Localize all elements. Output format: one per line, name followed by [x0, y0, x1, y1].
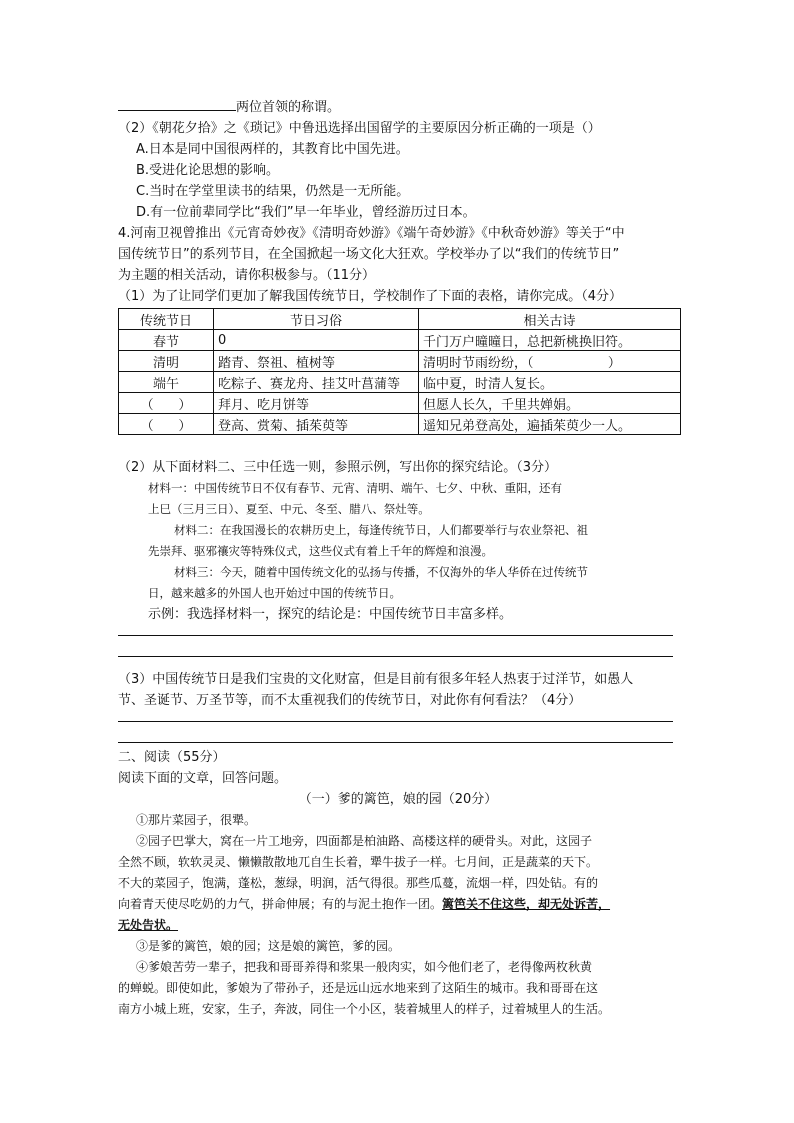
table-row	[119, 372, 681, 393]
festival-cell: 春节	[119, 330, 214, 351]
q3-tail-text: 两位首领的称谓。	[236, 100, 341, 115]
table-header-row	[119, 309, 681, 330]
exam-page	[118, 96, 678, 1020]
answer-line[interactable]	[118, 656, 673, 657]
answer-blank[interactable]	[118, 96, 236, 111]
paragraph-2-line: ②园子巴掌大，窝在一片工地旁，四面都是柏油路、高楼这样的硬骨头。对此，这园子	[136, 834, 593, 848]
reading-instruction: 阅读下面的文章，回答问题。	[118, 771, 288, 786]
answer-line[interactable]	[118, 635, 673, 636]
festival-blank-cell[interactable]: （ ）	[119, 393, 214, 414]
customs-cell: 拜月、吃月饼等	[214, 393, 419, 414]
q4-sub2: （2）从下面材料二、三中任选一则，参照示例，写出你的探究结论。（3分）	[118, 460, 558, 475]
material-line: 材料三：今天，随着中国传统文化的弘扬与传播，不仅海外的华人华侨在过传统节	[174, 565, 588, 579]
header-festival: 传统节日	[119, 309, 214, 330]
header-customs: 节日习俗	[214, 309, 419, 330]
paragraph-1: ①那片菜园子，很犟。	[136, 813, 257, 827]
option-a: A.日本是同中国很两样的，其教育比中国先进。	[136, 142, 409, 157]
paragraph-2-line: 全然不顾，软软灵灵、懒懒散散地兀自生长着，犟牛拔子一样。七月间，正是蔬菜的天下。	[118, 855, 599, 869]
paragraph-2-line: 不大的菜园子，饱满，蓬松，葱绿，明润，活气得很。那些瓜蔓，流烟一样，四处钻。有的	[118, 876, 599, 890]
festival-cell: 端午	[119, 372, 214, 393]
q4-sub3-1: （3）中国传统节日是我们宝贵的文化财富，但是目前有很多年轻人热衷于过洋节，如愚人	[118, 672, 634, 687]
header-poem: 相关古诗	[419, 309, 681, 330]
customs-cell: 0	[214, 330, 419, 351]
poem-cell[interactable]: 清明时节雨纷纷，（ ）	[419, 351, 681, 372]
festival-table	[118, 308, 681, 435]
q3-tail-line	[118, 96, 678, 118]
option-b: B.受进化论思想的影响。	[136, 163, 280, 178]
option-d: D.有一位前辈同学比“我们”早一年毕业，曾经游历过日本。	[136, 205, 476, 220]
poem-cell: 但愿人长久，千里共婵娟。	[419, 393, 681, 414]
q4-sub1: （1）为了让同学们更加了解我国传统节日，学校制作了下面的表格，请你完成。（4分）	[118, 289, 623, 304]
customs-cell: 吃粽子、赛龙舟、挂艾叶菖蒲等	[214, 372, 419, 393]
poem-cell: 临中夏，时清人复长。	[419, 372, 681, 393]
material-line: 上巳（三月三日）、夏至、中元、冬至、腊八、祭灶等。	[148, 502, 430, 516]
article-title: （一）爹的篱笆，娘的园（20分）	[298, 792, 498, 807]
paragraph-4-line: 的蝉蜕。即使如此，爹娘为了带孙子，还是远山远水地来到了这陌生的城市。我和哥哥在这	[118, 981, 599, 995]
answer-line[interactable]	[118, 721, 673, 722]
paragraph-3: ③是爹的篱笆，娘的园；这是娘的篱笆，爹的园。	[136, 939, 401, 953]
reading-heading: 二、阅读（55分）	[118, 750, 226, 765]
festival-cell: 清明	[119, 351, 214, 372]
paragraph-2-text: 向着青天使尽吃奶的力气，拼命伸展；有的与泥土抱作一团。	[118, 897, 443, 911]
poem-cell: 遥知兄弟登高处，遍插茱萸少一人。	[419, 414, 681, 435]
paragraph-2-line	[118, 915, 678, 936]
festival-blank-cell[interactable]: （ ）	[119, 414, 214, 435]
q4-intro-1: 4.河南卫视曾推出《元宵奇妙夜》《清明奇妙游》《端午奇妙游》《中秋奇妙游》等关于“中	[118, 226, 625, 241]
q4-intro-2: 国传统节日”的系列节目，在全国掀起一场文化大狂欢。学校举办了以“我们的传统节日”	[118, 247, 620, 262]
q4-sub3-2: 节、圣诞节、万圣节等，而不太重视我们的传统节日，对此你有何看法？（4分）	[118, 693, 582, 708]
material-line: 日，越来越多的外国人也开始过中国的传统节日。	[148, 586, 401, 600]
paragraph-4-line: ④爹娘苦劳一辈子，把我和哥哥养得和浆果一般肉实，如今他们老了，老得像两枚秋黄	[136, 960, 593, 974]
poem-cell: 千门万户曈曈日，总把新桃换旧符。	[419, 330, 681, 351]
paragraph-4-line: 南方小城上班，安家，生子，奔波，同住一个小区，装着城里人的样子，过着城里人的生活。	[118, 1002, 611, 1016]
table-row	[119, 351, 681, 372]
paragraph-2-line	[118, 894, 678, 915]
underlined-sentence: 篱笆关不住这些，却无处诉苦，	[442, 897, 611, 911]
material-line: 先崇拜、驱邪禳灾等特殊仪式，这些仪式有着上千年的辉煌和浪漫。	[148, 544, 493, 558]
table-row	[119, 414, 681, 435]
q4-intro-3: 为主题的相关活动，请你积极参与。（11分）	[118, 268, 376, 283]
table-row	[119, 330, 681, 351]
option-c: C.当时在学堂里读书的结果，仍然是一无所能。	[136, 184, 410, 199]
q3-2-stem: （2）《朝花夕拾》之《琐记》中鲁迅选择出国留学的主要原因分析正确的一项是（）	[118, 121, 601, 136]
material-line: 材料二：在我国漫长的农耕历史上，每逢传统节日，人们都要举行与农业祭祀、祖	[174, 523, 588, 537]
customs-cell: 踏青、祭祖、植树等	[214, 351, 419, 372]
material-line: 材料一：中国传统节日不仅有春节、元宵、清明、端午、七夕、中秋、重阳，还有	[148, 481, 562, 495]
answer-line[interactable]	[118, 742, 673, 743]
table-row	[119, 393, 681, 414]
example-line: 示例：我选择材料一，探究的结论是：中国传统节日丰富多样。	[148, 607, 513, 622]
underlined-sentence-end: 无处告状。	[118, 918, 179, 932]
customs-cell: 登高、赏菊、插茱萸等	[214, 414, 419, 435]
